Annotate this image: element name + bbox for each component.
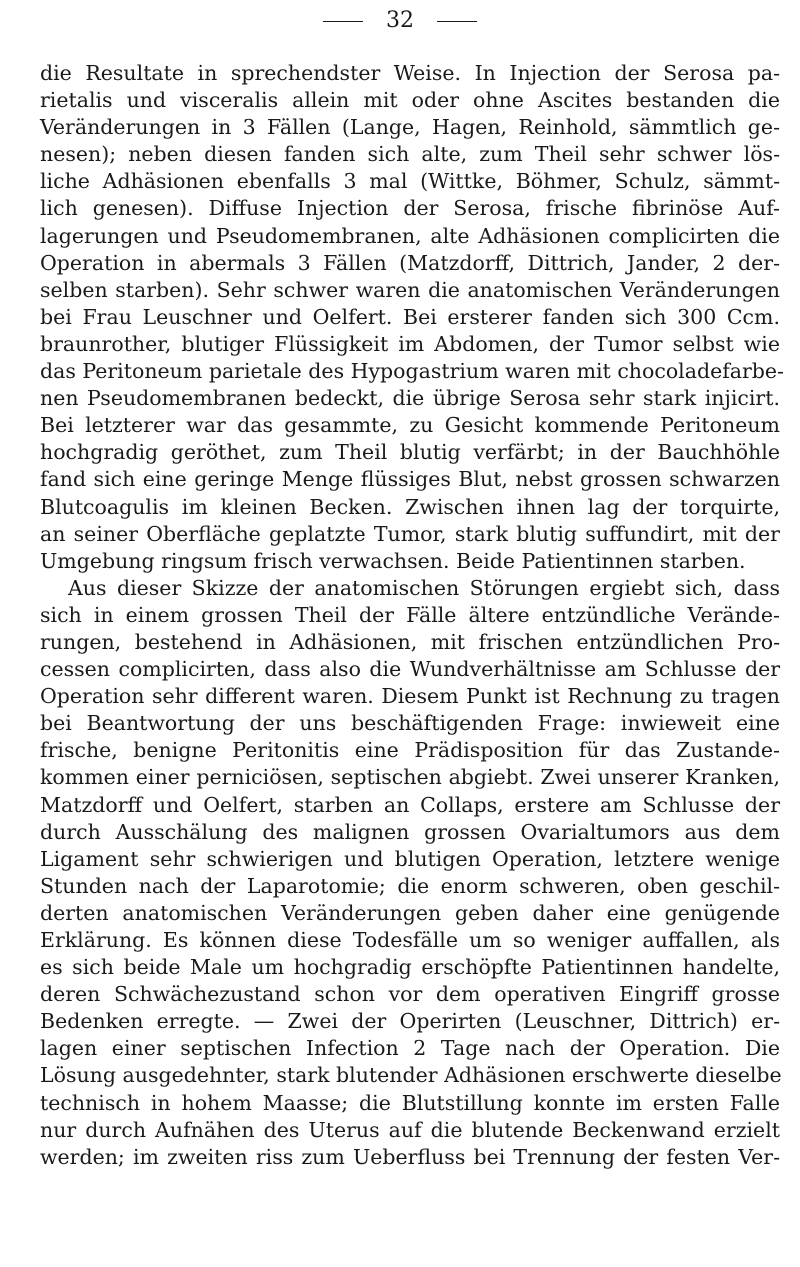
header-dash-right [437,21,477,22]
text-line: rungen, bestehend in Adhäsionen, mit frischen entzündlichen Pro- [40,629,780,654]
text-line: liche Adhäsionen ebenfalls 3 mal (Wittke, Böhmer, Schulz, sämmt- [40,169,780,194]
text-line: Erklärung. Es können diese Todesfälle um so weniger auffallen, als [40,928,780,952]
text-line: frische, benigne Peritonitis eine Prädisposition für das Zustande- [40,738,780,763]
text-line: kommen einer perniciösen, septischen abgiebt. Zwei unserer Kranken, [40,765,780,790]
text-line: lich genesen). Diffuse Injection der Serosa, frische fibrinöse Auf- [40,196,780,221]
text-line: cessen complicirten, dass also die Wundverhältnisse am Schlusse der [40,657,780,682]
text-line: Bei letzterer war das gesammte, zu Gesicht kommende Peritoneum [40,413,780,438]
text-line: Operation sehr different waren. Diesem Punkt ist Rechnung zu tragen [40,684,780,709]
text-line: braunrother, blutiger Flüssigkeit im Abdomen, der Tumor selbst wie [40,331,780,356]
text-line: hochgradig geröthet, zum Theil blutig verfärbt; in der Bauchhöhle [40,440,780,465]
text-line: werden; im zweiten riss zum Ueberfluss bei Trennung der festen Ver- [40,1144,780,1169]
text-line: sich in einem grossen Theil der Fälle ältere entzündliche Verände- [40,602,780,627]
text-line: das Peritoneum parietale des Hypogastrium waren mit chocoladefarbe- [40,359,784,384]
text-line: derten anatomischen Veränderungen geben daher eine genügende [40,900,780,925]
text-line: deren Schwächezustand schon vor dem operativen Eingriff grosse [40,982,780,1007]
page-number: 32 [386,8,414,33]
text-line: durch Ausschälung des malignen grossen Ovarialtumors aus dem [40,819,780,844]
text-line: selben starben). Sehr schwer waren die anatomischen Veränderungen [40,277,780,302]
header-dash-left [323,21,363,22]
page-header [0,8,800,34]
text-line: Ligament sehr schwierigen und blutigen Operation, letztere wenige [40,846,780,871]
text-line: nur durch Aufnähen des Uterus auf die blutende Beckenwand erzielt [40,1117,780,1142]
text-line: Matzdorff und Oelfert, starben an Collaps, erstere am Schlusse der [40,792,780,817]
body-text [40,60,784,1171]
text-line: Umgebung ringsum frisch verwachsen. Beide Patientinnen starben. [40,548,746,573]
text-line: lagerungen und Pseudomembranen, alte Adhäsionen complicirten die [40,223,780,248]
text-line: rietalis und visceralis allein mit oder ohne Ascites bestanden die [40,88,780,113]
text-line: nesen); neben diesen fanden sich alte, zum Theil sehr schwer lös- [40,142,780,167]
text-line: lagen einer septischen Infection 2 Tage nach der Operation. Die [40,1036,780,1061]
text-line: Operation in abermals 3 Fällen (Matzdorff, Dittrich, Jander, 2 der- [40,250,780,275]
text-line: die Resultate in sprechendster Weise. In Injection der Serosa pa- [40,61,780,85]
text-line: an seiner Oberfläche geplatzte Tumor, stark blutig suffundirt, mit der [40,521,780,546]
text-line: Blutcoagulis im kleinen Becken. Zwischen ihnen lag der torquirte, [40,494,780,519]
text-line: Stunden nach der Laparotomie; die enorm schweren, oben geschil- [40,873,780,898]
text-line: bei Frau Leuschner und Oelfert. Bei ersterer fanden sich 300 Ccm. [40,304,780,329]
text-line: Bedenken erregte. — Zwei der Operirten (Leuschner, Dittrich) er- [40,1009,780,1034]
text-line: Veränderungen in 3 Fällen (Lange, Hagen, Reinhold, sämmtlich ge- [40,115,780,140]
text-line: nen Pseudomembranen bedeckt, die übrige Serosa sehr stark injicirt. [40,386,780,411]
text-line: fand sich eine geringe Menge flüssiges Blut, nebst grossen schwarzen [40,467,780,492]
text-line: bei Beantwortung der uns beschäftigenden Frage: inwieweit eine [40,711,780,736]
text-line: Aus dieser Skizze der anatomischen Störungen ergiebt sich, dass [68,575,780,600]
text-line: es sich beide Male um hochgradig erschöpfte Patientinnen handelte, [40,955,780,980]
text-line: technisch in hohem Maasse; die Blutstillung konnte im ersten Falle [40,1090,780,1115]
text-line: Lösung ausgedehnter, stark blutender Adhäsionen erschwerte dieselbe [40,1063,782,1088]
